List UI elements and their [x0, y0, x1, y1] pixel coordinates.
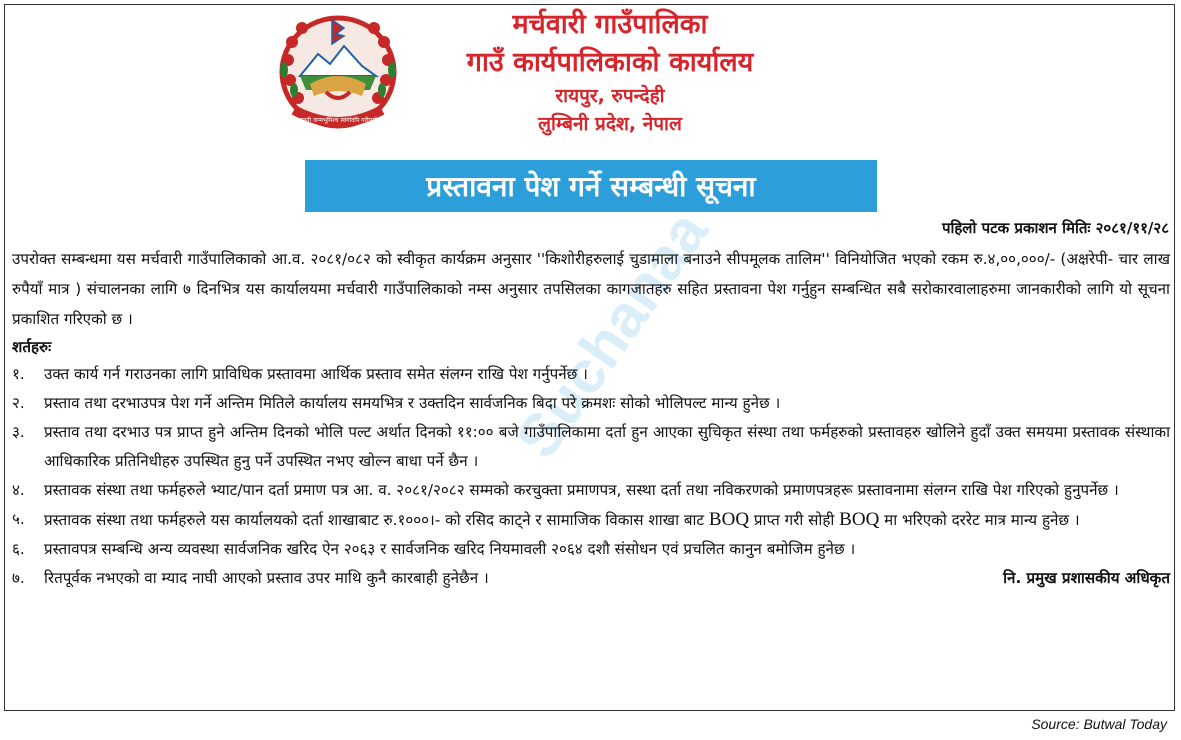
province-name: लुम्बिनी प्रदेश, नेपाल: [538, 113, 682, 135]
condition-item: [12, 505, 1170, 535]
boq-term: BOQ: [708, 509, 750, 530]
condition-item: [12, 564, 1170, 593]
publication-date: पहिलो पटक प्रकाशन मितिः २०८१/११/२८: [941, 219, 1169, 237]
condition-text-part: प्रस्तावक संस्था तथा फर्महरुले यस कार्यालयको दर्ता शाखाबाट रु.१०००।- को रसिद काट्ने र सामाजिक विकास शाखा बाट: [44, 511, 709, 529]
condition-number: १.: [12, 365, 25, 383]
condition-number: ६.: [12, 540, 25, 558]
emblem-motto: जननी जन्मभूमिश्च स्वर्गादपि गरीयसी: [298, 117, 378, 124]
condition-text: प्रस्तावपत्र सम्बन्धि अन्य व्यवस्था सार्वजनिक खरिद ऐन २०६३ र सार्वजनिक खरिद नियमावली २०६४ दशौ संसोधन एवं प्रचलित कानुन बमोजिम हुनेछ ।: [44, 540, 856, 558]
condition-text-part: प्राप्त गरी सोही: [749, 511, 840, 529]
condition-item: [12, 535, 1170, 564]
notice-body: [12, 244, 1170, 593]
source-credit: Source: Butwal Today: [1031, 716, 1167, 732]
office-location: रायपुर, रुपन्देही: [555, 85, 665, 107]
condition-text: प्रस्ताव तथा दरभाउ पत्र प्राप्त हुने अन्तिम दिनको भोलि पल्ट अर्थात दिनको ११:०० बजे गाउँपालिकामा दर्ता हुन आएका सुचिकृत संस्था तथा फर्महरुको प्रस्तावहरु खोलिने हुदाँ उक्त समयमा प्रस्तावक संस्थाका आधिकारिक प्रतिनिधीहरु उपस्थित हुनु पर्ने उपस्थित नभए खोल्न बाधा पर्ने छैन ।: [44, 423, 1170, 470]
condition-item: [12, 360, 1170, 389]
office-header: [430, 6, 790, 138]
office-name: गाउँ कार्यपालिकाको कार्यालय: [466, 47, 754, 78]
municipality-name: मर्चवारी गाउँपालिका: [512, 9, 708, 40]
condition-number: २.: [12, 394, 25, 412]
notice-title: प्रस्तावना पेश गर्ने सम्बन्धी सूचना: [305, 160, 877, 212]
condition-item: [12, 389, 1170, 418]
conditions-heading: शर्तहरुः: [12, 338, 52, 356]
condition-number: ७.: [12, 569, 25, 587]
condition-text: [44, 505, 1170, 535]
condition-text-part: रितपूर्वक नभएको वा म्याद नाघी आएको प्रस्ताव उपर माथि कुनै कारबाही हुनेछैन ।: [44, 569, 489, 587]
intro-paragraph: उपरोक्त सम्बन्धमा यस मर्चवारी गाउँपालिकाको आ.व. २०८१/०८२ को स्वीकृत कार्यक्रम अनुसार ''किशोरीहरुलाई चुडामाला बनाउने सीपमूलक तालिम'' विनियोजित भएको रकम रु.४,००,०००/- (अक्षरेपी- चार लाख रुपैयाँ मात्र ) संचालनका लागि ७ दिनभित्र यस कार्यालयमा मर्चवारी गाउँपालिकाको नम्स अनुसार तपसिलका कागजातहरु सहित प्रस्तावना पेश गर्नुहुन सम्बन्धित सबै सरोकारवालाहरुमा जानकारीको लागि यो सूचना प्रकाशित गरिएको छ ।: [12, 250, 1170, 328]
condition-text: प्रस्ताव तथा दरभाउपत्र पेश गर्ने अन्तिम मितिले कार्यालय समयभित्र र उक्तदिन सार्वजनिक बिदा परे क्रमशः सोको भोलिपल्ट मान्य हुनेछ ।: [44, 394, 781, 412]
boq-term: BOQ: [839, 509, 880, 530]
condition-item: [12, 418, 1170, 476]
condition-number: ३.: [12, 423, 25, 441]
condition-number: ५.: [12, 510, 25, 528]
condition-item: [12, 476, 1170, 505]
condition-text: [44, 564, 1170, 593]
condition-number: ४.: [12, 481, 25, 499]
signature: नि. प्रमुख प्रशासकीय अधिकृत: [1003, 569, 1170, 587]
condition-text: प्रस्तावक संस्था तथा फर्महरुले भ्याट/पान दर्ता प्रमाण पत्र आ. व. २०८१/२०८२ सम्मको करचुक्ता प्रमाणपत्र, सस्था दर्ता तथा नविकरणको प्रमाणपत्रहरू प्रस्तावनामा संलग्न राखि पेश गरिएको हुनुपर्नेछ ।: [44, 481, 1119, 499]
condition-text-part: मा भरिएको दररेट मात्र मान्य हुनेछ ।: [879, 511, 1080, 529]
nepal-emblem-icon: [270, 10, 406, 134]
watermark: Suchanaa: [502, 199, 721, 470]
condition-text: उक्त कार्य गर्न गराउनका लागि प्राविधिक प्रस्तावमा आर्थिक प्रस्ताव समेत संलग्न राखि पेश गर्नुपर्नेछ ।: [44, 365, 588, 383]
